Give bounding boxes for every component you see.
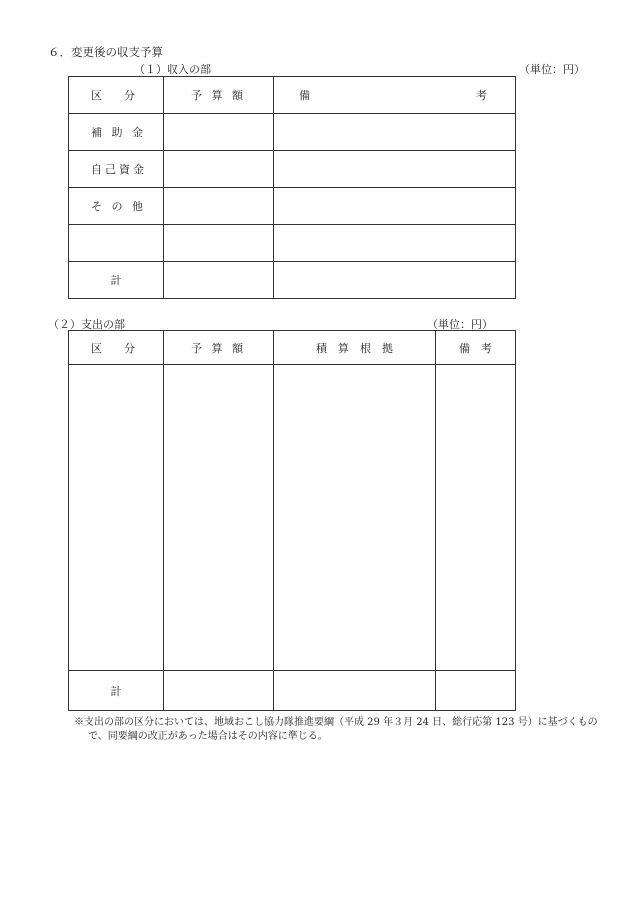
income-total-budget-cell[interactable]: [164, 262, 274, 299]
expense-total-basis-cell[interactable]: [274, 671, 436, 711]
income-header-remarks-right: 考: [476, 89, 487, 102]
income-header-row: [69, 77, 516, 114]
income-table: [68, 76, 516, 299]
income-row-budget-cell[interactable]: [164, 151, 274, 188]
expense-total-row: [69, 671, 516, 711]
section-title: ６．変更後の収支予算: [48, 45, 163, 59]
expense-basis-cell[interactable]: [274, 365, 436, 671]
income-row-own-funds: [69, 151, 516, 188]
income-heading: （１）収入の部: [134, 63, 211, 76]
expense-heading: （２）支出の部: [48, 318, 125, 331]
income-row-subsidy: [69, 114, 516, 151]
income-row-other: [69, 188, 516, 225]
income-total-label: 計: [69, 262, 164, 299]
income-row-budget-cell[interactable]: [164, 188, 274, 225]
income-row-label: 補 助 金: [69, 114, 164, 151]
income-row-remarks-cell[interactable]: [274, 225, 516, 262]
expense-total-remarks-cell[interactable]: [436, 671, 516, 711]
income-total-remarks-cell[interactable]: [274, 262, 516, 299]
income-unit-label: （単位：円）: [519, 63, 585, 76]
expense-budget-cell[interactable]: [164, 365, 274, 671]
income-row-budget-cell[interactable]: [164, 225, 274, 262]
income-header-remarks: [274, 77, 516, 114]
expense-unit-label: （単位：円）: [427, 318, 493, 331]
income-row-total: [69, 262, 516, 299]
expense-total-label: 計: [69, 671, 164, 711]
expense-header-category: 区 分: [69, 331, 164, 365]
income-row-label: 自己資金: [69, 151, 164, 188]
income-header-remarks-left: 備: [299, 89, 310, 102]
income-row-budget-cell[interactable]: [164, 114, 274, 151]
expense-header-row: [69, 331, 516, 365]
expense-body-row: [69, 365, 516, 671]
expense-total-budget-cell[interactable]: [164, 671, 274, 711]
expense-header-basis: 積 算 根 拠: [274, 331, 436, 365]
expense-table: [68, 330, 516, 711]
income-row-label[interactable]: [69, 225, 164, 262]
income-row-blank: [69, 225, 516, 262]
income-header-category: 区 分: [69, 77, 164, 114]
income-row-remarks-cell[interactable]: [274, 188, 516, 225]
income-header-budget: 予 算 額: [164, 77, 274, 114]
expense-header-budget: 予 算 額: [164, 331, 274, 365]
income-row-remarks-cell[interactable]: [274, 151, 516, 188]
expense-remarks-cell[interactable]: [436, 365, 516, 671]
footnote-line-1: ※支出の部の区分においては、地域おこし協力隊推進要綱（平成 29 年３月 24 日、総行応第 123 号）に基づくもの: [74, 717, 598, 728]
income-row-label: そ の 他: [69, 188, 164, 225]
footnote-line-2: で、同要綱の改正があった場合はその内容に準じる。: [88, 731, 328, 742]
expense-category-cell[interactable]: [69, 365, 164, 671]
expense-header-remarks: 備 考: [436, 331, 516, 365]
income-row-remarks-cell[interactable]: [274, 114, 516, 151]
